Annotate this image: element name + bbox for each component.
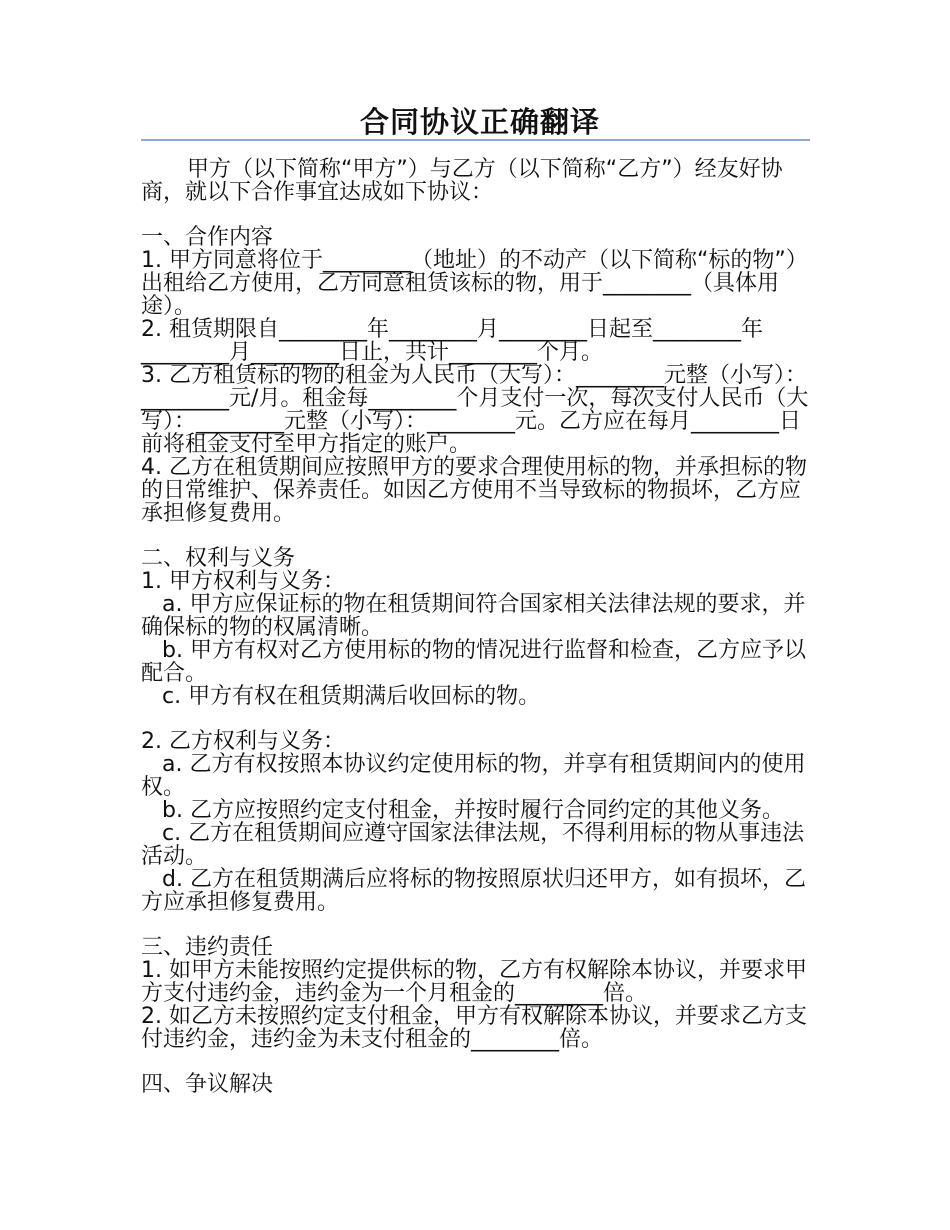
document-body: [141, 158, 813, 1096]
clause-1-4: 4. 乙方在租赁期间应按照甲方的要求合理使用标的物，并承担标的物的日常维护、保养责任。如因乙方使用不当导致标的物损坏，乙方应承担修复费用。: [141, 455, 807, 526]
party-b-item-d: d. 乙方在租赁期满后应将标的物按照原状归还甲方，如有损坏，乙方应承担修复费用。: [141, 867, 806, 915]
section-heading-cooperation: 一、合作内容: [141, 225, 274, 250]
party-a-item-b: b. 甲方有权对乙方使用标的物的情况进行监督和检查，乙方应予以配合。: [141, 638, 806, 686]
party-b-item-a: a. 乙方有权按照本协议约定使用标的物，并享有租赁期间内的使用权。: [141, 752, 806, 800]
party-b-item-b: b. 乙方应按照约定支付租金，并按时履行合同约定的其他义务。: [162, 798, 784, 823]
clause-1-3: 3. 乙方租赁标的物的租金为人民币（大写）：________元整（小写）：________元/月。租金每________个月支付一次，每次支付人民币（大写）：________元整（小写）：________元。乙方应在每月________日前将租金支付至甲方指定的账户。: [141, 363, 809, 457]
paragraph-gap: [141, 914, 813, 936]
clause-3-1: 1. 如甲方未能按照约定提供标的物，乙方有权解除本协议，并要求甲方支付违约金，违约金为一个月租金的________倍。: [141, 958, 807, 1006]
section-heading-liability: 三、违约责任: [141, 935, 274, 960]
clause-1-1: 1. 甲方同意将位于________（地址）的不动产（以下简称“标的物”）出租给乙方使用，乙方同意租赁该标的物，用于________（具体用途）。: [141, 248, 808, 319]
clause-3-2: 2. 如乙方未按照约定支付租金，甲方有权解除本协议，并要求乙方支付违约金，违约金为未支付租金的________倍。: [141, 1004, 807, 1052]
intro-paragraph: 甲方（以下简称“甲方”）与乙方（以下简称“乙方”）经友好协商，就以下合作事宜达成如下协议：: [141, 157, 783, 205]
paragraph-gap: [141, 1051, 813, 1073]
paragraph-gap: [141, 525, 813, 547]
party-a-item-c: c. 甲方有权在租赁期满后收回标的物。: [162, 684, 541, 709]
party-a-heading: 1. 甲方权利与义务：: [141, 569, 345, 594]
party-b-heading: 2. 乙方权利与义务：: [141, 729, 345, 754]
party-b-item-c: c. 乙方在租赁期间应遵守国家法律法规，不得利用标的物从事违法活动。: [141, 821, 805, 869]
party-a-item-a: a. 甲方应保证标的物在租赁期间符合国家相关法律法规的要求，并确保标的物的权属清晰。: [141, 592, 806, 640]
clause-1-2: 2. 租赁期限自________年________月________日起至________年________月________日止，共计________个月。: [141, 317, 763, 365]
paragraph-gap: [141, 708, 813, 730]
document-title: 合同协议正确翻译: [360, 105, 601, 139]
title-underline: [141, 139, 810, 141]
section-heading-dispute: 四、争议解决: [141, 1072, 274, 1097]
section-heading-rights: 二、权利与义务: [141, 546, 296, 571]
paragraph-gap: [141, 204, 813, 226]
